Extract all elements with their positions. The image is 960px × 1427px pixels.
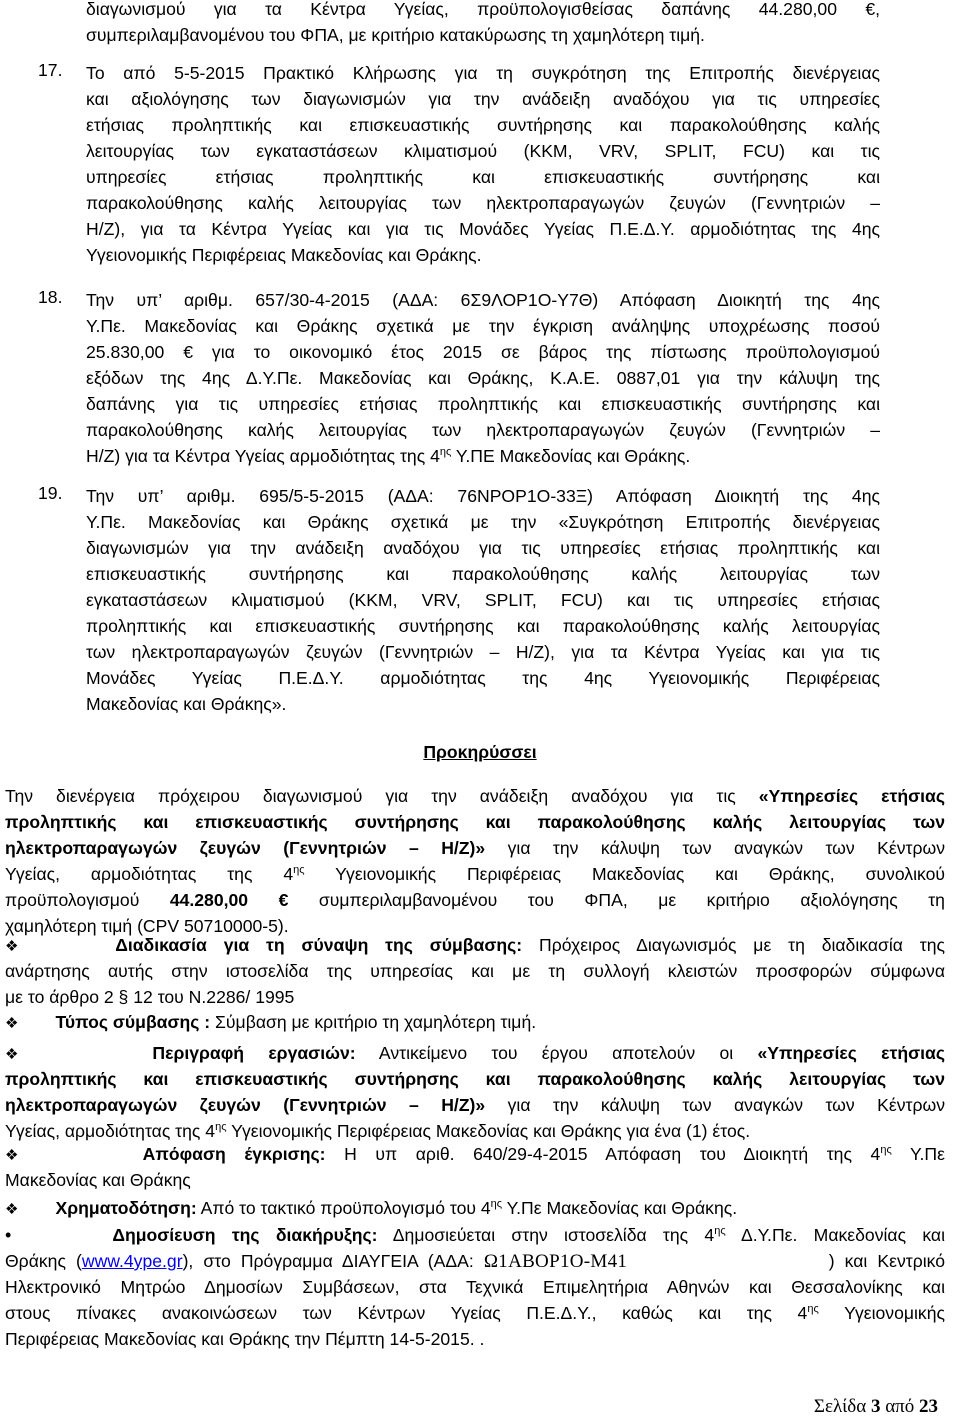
- bold-label: Τύπος σύμβασης :: [55, 1012, 211, 1032]
- diamond-bullet-icon: ❖: [5, 1201, 19, 1218]
- item-number: 17.: [38, 60, 63, 80]
- text-line: Η/Ζ), για τα Κέντρα Υγείας και για τις Μονάδες Υγείας Π.Ε.Δ.Υ. αρμοδιότητας της 4ης: [86, 219, 880, 239]
- text-line: Μακεδονίας και Θράκης».: [86, 694, 287, 714]
- text-fragment: προϋπολογισμού: [5, 890, 170, 910]
- text-line: προληπτικής και επισκευαστικής συντήρησης και παρακολούθησης καλής λειτουργίας: [86, 616, 880, 636]
- superscript: ης: [215, 1121, 227, 1133]
- text-line: [5, 1300, 945, 1326]
- text-line: Υ.Πε. Μακεδονίας και Θράκης σχετικά με την «Συγκρότηση Επιτροπής διενέργειας: [86, 512, 880, 532]
- text-line: [5, 1040, 945, 1066]
- text-line: υπηρεσίες ετήσιας προληπτικής και επισκευαστικής συντήρησης και: [86, 167, 880, 187]
- text-line: χαμηλότερη τιμή (CPV 50710000-5).: [5, 916, 289, 936]
- diamond-bullet-icon: ❖: [5, 1147, 19, 1164]
- text-fragment: Σύμβαση με κριτήριο τη χαμηλότερη τιμή.: [210, 1012, 537, 1032]
- text-line: των ηλεκτροπαραγωγών ζευγών (Γεννητριών – Η/Ζ), για τα Κέντρα Υγείας και για τις: [86, 642, 880, 662]
- text-line: 25.830,00 € για το οικονομικό έτος 2015 σε βάρος της πίστωσης προϋπολογισμού: [86, 342, 880, 362]
- bullet-approval: [5, 1141, 945, 1193]
- text-line: παρακολούθησης καλής λειτουργίας των ηλεκτροπαραγωγών ζευγών (Γεννητριών –: [86, 193, 880, 213]
- footer-page-number: 3: [870, 1396, 881, 1417]
- text-line: [5, 887, 945, 913]
- diamond-bullet-icon: ❖: [5, 938, 19, 955]
- text-line: [5, 1092, 945, 1118]
- superscript: ης: [807, 1303, 819, 1315]
- bold-label: Απόφαση έγκρισης:: [142, 1144, 326, 1164]
- superscript: ης: [880, 1144, 892, 1156]
- bullet-funding: [5, 1195, 945, 1221]
- text-fragment: Από το τακτικό προϋπολογισμό του 4: [196, 1198, 491, 1218]
- bold-label: Δημοσίευση της διακήρυξης:: [112, 1225, 378, 1245]
- text-line: [5, 932, 945, 958]
- intro-line: διαγωνισμού για τα Κέντρα Υγείας, προϋπολογισθείσας δαπάνης 44.280,00 €,: [86, 0, 880, 19]
- bold-label: Διαδικασία για τη σύναψη της σύμβασης:: [115, 935, 523, 955]
- text-line: Την υπ’ αριθμ. 695/5-5-2015 (ΑΔΑ: 76ΝΡΟΡ1Ο-33Ξ) Απόφαση Διοικητή της 4ης: [86, 486, 880, 506]
- text-line: προληπτικής και επισκευαστικής συντήρησης και παρακολούθησης καλής λειτουργίας των: [5, 1069, 945, 1089]
- bold-fragment: «Υπηρεσίες ετήσιας: [757, 1043, 945, 1063]
- text-fragment: Δ.Υ.Πε. Μακεδονίας και: [725, 1225, 945, 1245]
- text-line: Υ.Πε. Μακεδονίας και Θράκης σχετικά με την έγκριση ανάληψης υποχρέωσης ποσού: [86, 316, 880, 336]
- text-fragment: Την διενέργεια πρόχειρου διαγωνισμού για την ανάδειξη αναδόχου για τις: [5, 786, 759, 806]
- dot-bullet-icon: •: [5, 1225, 12, 1245]
- item-17-text: [86, 60, 880, 268]
- footer-of: από: [880, 1396, 919, 1417]
- text-fragment: Δημοσιεύεται στην ιστοσελίδα της 4: [377, 1225, 715, 1245]
- text-fragment: Πρόχειρος Διαγωνισμός με τη διαδικασία της: [522, 935, 945, 955]
- superscript: ης: [293, 864, 305, 876]
- diamond-bullet-icon: ❖: [5, 1015, 19, 1032]
- text-fragment: στους πίνακες ανακοινώσεων των Κέντρων Υγείας Π.Ε.Δ.Υ., καθώς και της 4: [5, 1303, 808, 1323]
- text-line: Την υπ’ αριθμ. 657/30-4-2015 (ΑΔΑ: 6Σ9ΛΟΡ1Ο-Υ7Θ) Απόφαση Διοικητή της 4ης: [86, 290, 880, 310]
- text-fragment: συμπεριλαμβανομένου του ΦΠΑ, με κριτήριο αξιολόγησης τη: [288, 890, 945, 910]
- text-line: Ηλεκτρονικό Μητρώο Δημοσίων Συμβάσεων, στα Τεχνικά Επιμελητήρια Αθηνών και Θεσσαλονίκης και: [5, 1277, 945, 1297]
- text-fragment: Υ.Πε Μακεδονίας και Θράκης.: [502, 1198, 738, 1218]
- superscript: ης: [490, 1198, 503, 1210]
- text-line: λειτουργίας των εγκαταστάσεων κλιματισμού (ΚΚΜ, VRV, SPLIT, FCU) και τις: [86, 141, 880, 161]
- text-line: εξόδων της 4ης Δ.Υ.Πε. Μακεδονίας και Θράκης, Κ.Α.Ε. 0887,01 για την κάλυψη της: [86, 368, 880, 388]
- bold-label: Χρηματοδότηση:: [55, 1198, 197, 1218]
- text-line: με το άρθρο 2 § 12 του Ν.2286/ 1995: [5, 987, 295, 1007]
- text-fragment: για την κάλυψη των αναγκών των Κέντρων: [485, 1095, 945, 1115]
- text-line: Μονάδες Υγείας Π.Ε.Δ.Υ. αρμοδιότητας της 4ης Υγειονομικής Περιφέρειας: [86, 668, 880, 688]
- text-fragment: Αντικείμενο του έργου αποτελούν οι: [355, 1043, 758, 1063]
- bold-fragment: ηλεκτροπαραγωγών ζευγών (Γεννητριών – Η/Ζ)»: [5, 838, 486, 858]
- text-line: ανάρτησης αυτής στην ιστοσελίδα της υπηρεσίας και με τη συλλογή κλειστών προσφορών σύμφωνα: [5, 961, 945, 981]
- page-footer: [814, 1396, 938, 1418]
- text-fragment: ) και Κεντρικό: [828, 1251, 945, 1271]
- text-fragment: ), στο Πρόγραμμα ΔΙΑΥΓΕΙΑ (ΑΔΑ:: [182, 1251, 484, 1271]
- text-line: Περιφέρειας Μακεδονίας και Θράκης την Πέμπτη 14-5-2015. .: [5, 1329, 485, 1349]
- superscript: ης: [439, 446, 452, 458]
- text-line: [5, 783, 945, 809]
- bold-label: Περιγραφή εργασιών:: [152, 1043, 356, 1063]
- bold-fragment: ηλεκτροπαραγωγών ζευγών (Γεννητριών – Η/Ζ)»: [5, 1095, 486, 1115]
- text-line: Το από 5-5-2015 Πρακτικό Κλήρωσης για τη συγκρότηση της Επιτροπής διενέργειας: [86, 63, 880, 83]
- text-line: [5, 1141, 945, 1167]
- bullet-contract: [5, 1009, 945, 1035]
- bold-fragment: «Υπηρεσίες ετήσιας: [758, 786, 945, 806]
- text-fragment: για την κάλυψη των αναγκών των Κέντρων: [485, 838, 945, 858]
- footer-label: Σελίδα: [813, 1396, 871, 1417]
- item-number: 18.: [38, 287, 63, 307]
- text-fragment: Η υπ αριθ. 640/29-4-2015 Απόφαση του Διοικητή της 4: [325, 1144, 881, 1164]
- text-line: Υγειονομικής Περιφέρειας Μακεδονίας και Θράκης.: [86, 245, 482, 265]
- text-line: [5, 1195, 945, 1221]
- text-fragment: Υγειονομικής Περιφέρειας Μακεδονίας και Θράκης, συνολικού: [304, 864, 945, 884]
- bullet-work: [5, 1040, 945, 1144]
- intro-line: συμπεριλαμβανομένου του ΦΠΑ, με κριτήριο κατακύρωσης τη χαμηλότερη τιμή.: [86, 25, 705, 45]
- bold-fragment: 44.280,00 €: [169, 890, 289, 910]
- text-line: προληπτικής και επισκευαστικής συντήρησης και παρακολούθησης καλής λειτουργίας των: [5, 812, 945, 832]
- text-fragment: Υ.ΠΕ Μακεδονίας και Θράκης.: [451, 446, 691, 466]
- item-19-text: [86, 483, 880, 717]
- text-fragment: Υγείας, αρμοδιότητας της 4: [5, 864, 294, 884]
- text-line: διαγωνισμών για την ανάδειξη αναδόχου για τις υπηρεσίες ετήσιας προληπτικής και: [86, 538, 880, 558]
- ada-code: Ω1ΑΒΟΡ1Ο-Μ41: [483, 1251, 628, 1272]
- text-line: [5, 861, 945, 887]
- text-line: [5, 1009, 945, 1035]
- bullet-publication: [5, 1222, 945, 1352]
- superscript: ης: [714, 1225, 726, 1237]
- text-fragment: Υ.Πε: [891, 1144, 945, 1164]
- item-18-text: [86, 287, 880, 469]
- text-fragment: Υγειονομικής Περιφέρειας Μακεδονίας και Θράκης για ένα (1) έτος.: [226, 1121, 751, 1141]
- text-fragment: Θράκης (: [5, 1251, 82, 1271]
- text-line: [5, 1248, 945, 1274]
- website-link[interactable]: www.4ype.gr: [81, 1251, 183, 1271]
- text-line: Μακεδονίας και Θράκης: [5, 1170, 191, 1190]
- text-line: [86, 443, 880, 469]
- text-line: παρακολούθησης καλής λειτουργίας των ηλεκτροπαραγωγών ζευγών (Γεννητριών –: [86, 420, 880, 440]
- diamond-bullet-icon: ❖: [5, 1046, 19, 1063]
- announcement: [5, 783, 945, 939]
- bullet-procedure: [5, 932, 945, 1010]
- text-line: επισκευαστικής συντήρησης και παρακολούθησης καλής λειτουργίας των: [86, 564, 880, 584]
- text-line: ετήσιας προληπτικής και επισκευαστικής συντήρησης και παρακολούθησης καλής: [86, 115, 880, 135]
- text-fragment: Η/Ζ) για τα Κέντρα Υγείας αρμοδιότητας της 4: [86, 446, 440, 466]
- text-line: εγκαταστάσεων κλιματισμού (ΚΚΜ, VRV, SPLIT, FCU) και τις υπηρεσίες ετήσιας: [86, 590, 880, 610]
- text-fragment: Υγειονομικής: [818, 1303, 945, 1323]
- footer-total-pages: 23: [919, 1396, 938, 1417]
- item-number: 19.: [38, 483, 63, 503]
- page-heading: Προκηρύσσει: [423, 742, 537, 762]
- text-line: [5, 835, 945, 861]
- text-line: [5, 1222, 945, 1248]
- text-line: δαπάνης για τις υπηρεσίες ετήσιας προληπτικής και επισκευαστικής συντήρησης και: [86, 394, 880, 414]
- text-fragment: Υγείας, αρμοδιότητας της 4: [5, 1121, 216, 1141]
- text-line: και αξιολόγησης των διαγωνισμών για την ανάδειξη αναδόχου για τις υπηρεσίες: [86, 89, 880, 109]
